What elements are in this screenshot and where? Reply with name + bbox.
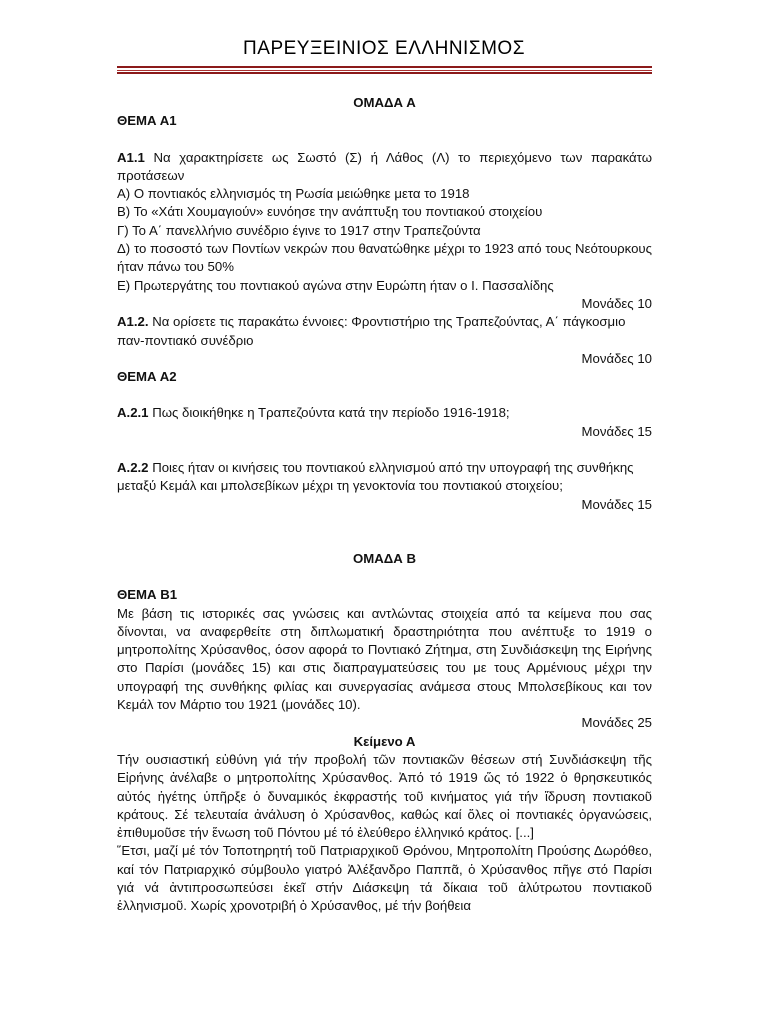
question-text: Να χαρακτηρίσετε ως Σωστό (Σ) ή Λάθος (Λ) το περιεχόμενο των παρακάτω προτάσεων [117,149,652,183]
question-a2-2 [117,459,652,496]
question-text: Ποιες ήταν οι κινήσεις του ποντιακού ελληνισμού από την υπογραφή της συνθήκης μεταξύ Κεμάλ και μπολσεβίκων μέχρι τη γενοκτονία του ποντιακού στοιχείου; [117,460,634,494]
question-text: Να ορίσετε τις παρακάτω έννοιες: Φροντιστήριο της Τραπεζούντας, Α΄ πάγκοσμιο παν-ποντιακό συνέδριο [117,314,626,348]
theme-b1-heading: ΘΕΜΑ Β1 [117,587,178,603]
source-title: Κείμενο Α [353,733,416,749]
question-a1-1 [117,149,652,186]
header-rule [117,70,652,71]
question-text: Πως διοικήθηκε η Τραπεζούντα κατά την περίοδο 1916-1918; [148,405,510,421]
question-label: Α.2.2 [117,460,149,476]
marks-label: Μονάδες 15 [581,496,652,512]
marks-label: Μονάδες 15 [581,423,652,439]
statement-item: Α) Ο ποντιακός ελληνισμός τη Ρωσία μειώθηκε μετα το 1918 [117,186,470,202]
theme-a2-heading: ΘΕΜΑ Α2 [117,369,177,385]
group-b-title: ΟΜΑΔΑ Β [353,550,416,566]
question-label: Α1.2. [117,314,149,330]
group-a-title: ΟΜΑΔΑ Α [353,95,416,110]
theme-a1-heading: ΘΕΜΑ Α1 [117,113,177,129]
question-b1: Με βάση τις ιστορικές σας γνώσεις και αντλώντας στοιχεία από τα κείμενα που σας δίνονται, να αναφερθείτε στη διπλωματική δραστηριότητα που ανέπτυξε το 1919 ο μητροπολίτης Χρύσανθος, όσον αφορά το Ποντιακό Ζήτημα, στη Συνδιάσκεψη της Ειρήνης στο Παρίσι (μονάδες 15) και στις διαπραγματεύσεις του με τους Αρμένιους μέχρι την υπογραφή της συνθήκης φιλίας και συνεργασίας ανάμεσα στους Μπολσεβίκους και τον Κεμάλ τον Μάρτιο του 1921 (μονάδες 10). [117,605,652,713]
question-a1-2 [117,313,652,350]
marks-label: Μονάδες 25 [581,715,652,731]
question-label: Α.2.1 [117,405,149,421]
header-rule [117,72,652,74]
header-rule [117,66,652,68]
source-paragraph: Τήν ουσιαστική εὐθύνη γιά τήν προβολή τῶν ποντιακῶν θέσεων στή Συνδιάσκεψη τῆς Εἰρήνης ἀνέλαβε ο μητροπολίτης Χρύσανθος. Ἀπό τό 1919 ὥς τό 1922 ὁ θρησκευτικός αὐτός ἡγέτης ὑπῆρξε ὁ δυναμικός ἐκφραστής τοῦ κινήματος γιά τήν ἵδρυση ποντιακοῦ κράτους. Σέ τελευταία ἀνάλυση ὁ Χρύσανθος, καθώς καί ὅλες οἱ ποντιακές ὀργανώσεις, ἐπιθυμοῦσε τήν ἕνωση τοῦ Πόντου μέ τό ἐλεύθερο ἑλληνικό κράτος. [...] [117,751,652,841]
marks-label: Μονάδες 10 [581,295,652,311]
statement-item: Β) Το «Χάτι Χουμαγιούν» ευνόησε την ανάπτυξη του ποντιακού στοιχείου [117,204,543,220]
question-a2-1 [117,404,652,422]
page-title: ΠΑΡΕΥΞΕΙΝΙΟΣ ΕΛΛΗΝΙΣΜΟΣ [243,38,525,59]
question-label: Α1.1 [117,149,145,165]
marks-label: Μονάδες 10 [581,350,652,366]
statement-item: Ε) Πρωτεργάτης του ποντιακού αγώνα στην Ευρώπη ήταν ο Ι. Πασσαλίδης [117,277,554,293]
statement-item: Γ) Το Α΄ πανελλήνιο συνέδριο έγινε το 1917 στην Τραπεζούντα [117,222,481,238]
source-paragraph: ῞Ετσι, μαζί μέ τόν Τοποτηρητή τοῦ Πατριαρχικοῦ Θρόνου, Μητροπολίτη Προύσης Δωρόθεο, καί τόν Πατριαρχικό σύμβουλο γιατρό Ἀλέξανδρο Παππᾶ, ὁ Χρύσανθος πῆγε στό Παρίσι γιά νά ἀντιπροσωπεύσει ἐκεῖ στήν Διάσκεψη τά δίκαια τοῦ ἀλύτρωτου ποντιακοῦ ἑλληνισμοῦ. Χωρίς χρονοτριβή ὁ Χρύσανθος, μέ τήν βοήθεια [117,843,652,914]
statement-item: Δ) το ποσοστό των Ποντίων νεκρών που θανατώθηκε μέχρι το 1923 από τους Νεότουρκους ήταν πάνω του 50% [117,241,652,275]
document-body [117,94,652,916]
